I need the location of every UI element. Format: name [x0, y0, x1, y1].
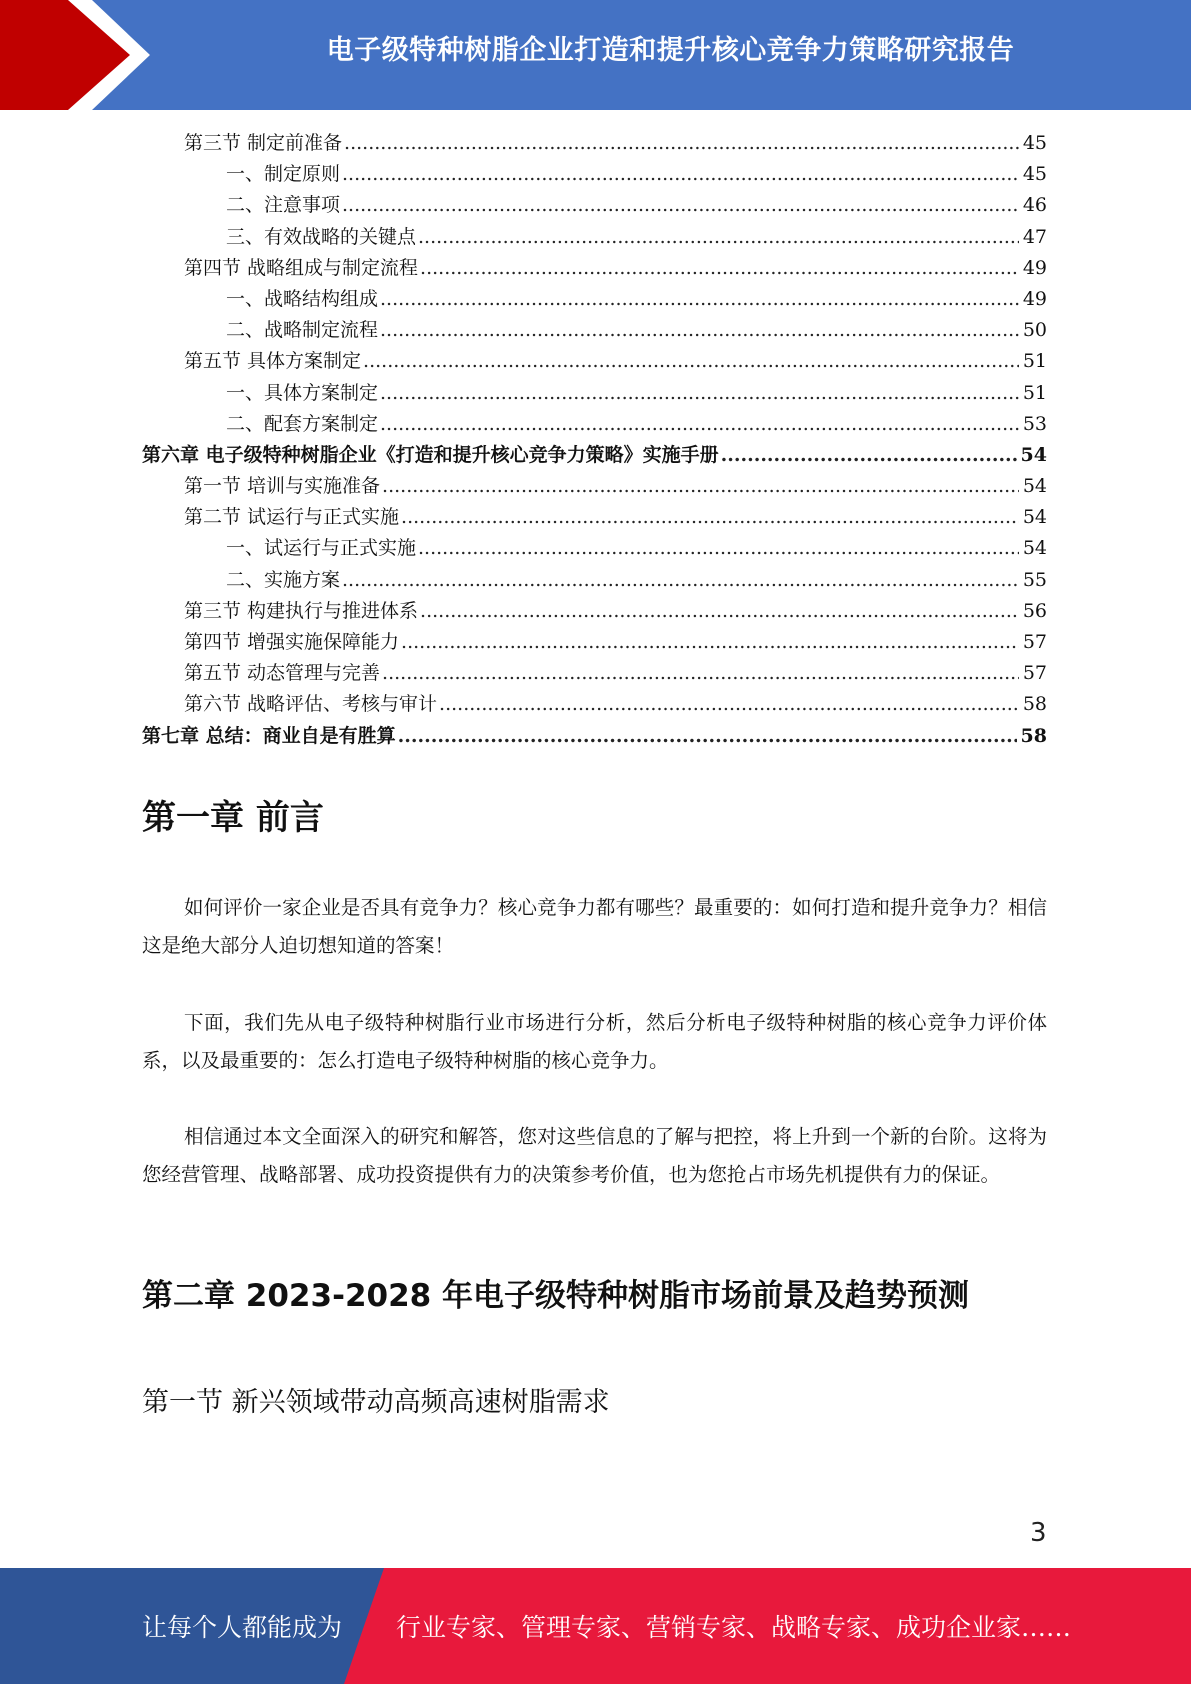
toc-leader-dots — [418, 222, 1019, 253]
toc-entry[interactable] — [142, 658, 1047, 689]
toc-page-number: 46 — [1022, 194, 1047, 217]
toc-leader-dots — [380, 315, 1019, 346]
toc-leader-dots — [382, 658, 1019, 689]
toc-page-number: 54 — [1020, 443, 1047, 466]
toc-page-number: 58 — [1020, 724, 1047, 747]
section-heading: 第一节 新兴领域带动高频高速树脂需求 — [142, 1387, 610, 1418]
toc-entry[interactable] — [142, 721, 1047, 752]
toc-entry-title: 三、有效战略的关键点 — [226, 225, 417, 248]
toc-page-number: 56 — [1022, 599, 1047, 622]
toc-entry[interactable] — [142, 502, 1047, 533]
toc-page-number: 54 — [1022, 537, 1047, 560]
toc-entry-title: 二、战略制定流程 — [226, 319, 379, 342]
toc-leader-dots — [721, 440, 1017, 471]
toc-leader-dots — [401, 627, 1019, 658]
toc-page-number: 47 — [1022, 225, 1047, 248]
paragraph: 相信通过本文全面深入的研究和解答，您对这些信息的了解与把控，将上升到一个新的台阶。这将为您经营管理、战略部署、成功投资提供有力的决策参考价值，也为您抢占市场先机提供有力的保证。 — [142, 1125, 1047, 1186]
toc-entry[interactable] — [142, 222, 1047, 253]
toc-entry-title: 二、注意事项 — [226, 194, 341, 217]
paragraph: 如何评价一家企业是否具有竞争力？核心竞争力都有哪些？最重要的：如何打造和提升竞争力？相信这是绝大部分人迫切想知道的答案！ — [142, 896, 1047, 957]
toc-entry[interactable] — [142, 284, 1047, 315]
toc-leader-dots — [342, 190, 1019, 221]
toc-page-number: 51 — [1022, 381, 1047, 404]
header-title: 电子级特种树脂企业打造和提升核心竞争力策略研究报告 — [326, 35, 1015, 66]
chapter-heading: 第二章 2023-2028 年电子级特种树脂市场前景及趋势预测 — [142, 1278, 970, 1314]
toc-entry[interactable] — [142, 190, 1047, 221]
toc-entry[interactable] — [142, 409, 1047, 440]
toc-entry[interactable] — [142, 253, 1047, 284]
toc-leader-dots — [344, 128, 1019, 159]
toc-entry-title: 第二节 试运行与正式实施 — [184, 506, 400, 529]
toc-entry-title: 第一节 培训与实施准备 — [184, 475, 381, 498]
toc-entry[interactable] — [142, 440, 1047, 471]
toc-entry[interactable] — [142, 533, 1047, 564]
page-number: 3 — [1030, 1518, 1047, 1548]
toc-page-number: 57 — [1022, 662, 1047, 685]
toc-page-number: 58 — [1022, 693, 1047, 716]
page-footer — [0, 1568, 1191, 1684]
toc-leader-dots — [363, 346, 1019, 377]
toc-leader-dots — [342, 159, 1019, 190]
toc-leader-dots — [380, 284, 1019, 315]
footer-slogan-left: 让每个人都能成为 — [142, 1613, 343, 1642]
toc-leader-dots — [420, 596, 1019, 627]
toc-entry-title: 二、配套方案制定 — [226, 412, 379, 435]
toc-entry[interactable] — [142, 128, 1047, 159]
toc-leader-dots — [380, 409, 1019, 440]
toc-entry-title: 第五节 动态管理与完善 — [184, 662, 381, 685]
toc-leader-dots — [418, 533, 1019, 564]
toc-entry-title: 第六节 战略评估、考核与审计 — [184, 693, 438, 716]
footer-slogan-right: 行业专家、管理专家、营销专家、战略专家、成功企业家…… — [396, 1613, 1072, 1642]
toc-page-number: 49 — [1022, 256, 1047, 279]
toc-leader-dots — [439, 689, 1019, 720]
toc-entry[interactable] — [142, 471, 1047, 502]
toc-entry-title: 一、制定原则 — [226, 163, 341, 186]
chapter-heading: 第一章 前言 — [142, 798, 324, 838]
toc-entry-title: 第三节 制定前准备 — [184, 132, 343, 154]
toc-entry-title: 二、实施方案 — [226, 568, 341, 591]
toc-entry[interactable] — [142, 565, 1047, 596]
toc-entry-title: 一、具体方案制定 — [226, 381, 379, 404]
toc-entry[interactable] — [142, 378, 1047, 409]
toc-entry[interactable] — [142, 689, 1047, 720]
toc-entry-title: 第六章 电子级特种树脂企业《打造和提升核心竞争力策略》实施手册 — [142, 443, 719, 466]
toc-page-number: 54 — [1022, 475, 1047, 498]
toc-leader-dots — [420, 253, 1019, 284]
toc-page-number: 50 — [1022, 319, 1047, 342]
header-red-arrow — [0, 0, 150, 110]
toc-page-number: 53 — [1022, 412, 1047, 435]
toc-entry-title: 一、战略结构组成 — [226, 287, 379, 310]
toc-entry-title: 第四节 增强实施保障能力 — [184, 631, 400, 653]
toc-entry[interactable] — [142, 596, 1047, 627]
toc-entry-title: 第四节 战略组成与制定流程 — [184, 256, 419, 279]
paragraph: 下面，我们先从电子级特种树脂行业市场进行分析，然后分析电子级特种树脂的核心竞争力评价体系，以及最重要的：怎么打造电子级特种树脂的核心竞争力。 — [142, 1011, 1047, 1072]
toc-entry-title: 第五节 具体方案制定 — [184, 350, 362, 373]
toc-entry-title: 第三节 构建执行与推进体系 — [184, 599, 419, 622]
toc-leader-dots — [342, 565, 1019, 596]
toc-entry[interactable] — [142, 627, 1047, 658]
toc-page-number: 45 — [1022, 132, 1047, 154]
toc-entry[interactable] — [142, 159, 1047, 190]
toc-entry[interactable] — [142, 315, 1047, 346]
toc-entry-title: 一、试运行与正式实施 — [226, 537, 417, 560]
toc-leader-dots — [398, 721, 1017, 752]
toc-page-number: 51 — [1022, 350, 1047, 373]
toc-page-number: 54 — [1022, 506, 1047, 529]
toc-page-number: 57 — [1022, 631, 1047, 653]
toc-entry[interactable] — [142, 346, 1047, 377]
table-of-contents — [142, 128, 1047, 752]
toc-page-number: 45 — [1022, 163, 1047, 186]
page-header — [0, 0, 1191, 110]
toc-page-number: 49 — [1022, 287, 1047, 310]
toc-leader-dots — [382, 471, 1019, 502]
toc-page-number: 55 — [1022, 568, 1047, 591]
toc-leader-dots — [401, 502, 1019, 533]
toc-entry-title: 第七章 总结：商业自是有胜算 — [142, 724, 396, 747]
toc-leader-dots — [380, 378, 1019, 409]
